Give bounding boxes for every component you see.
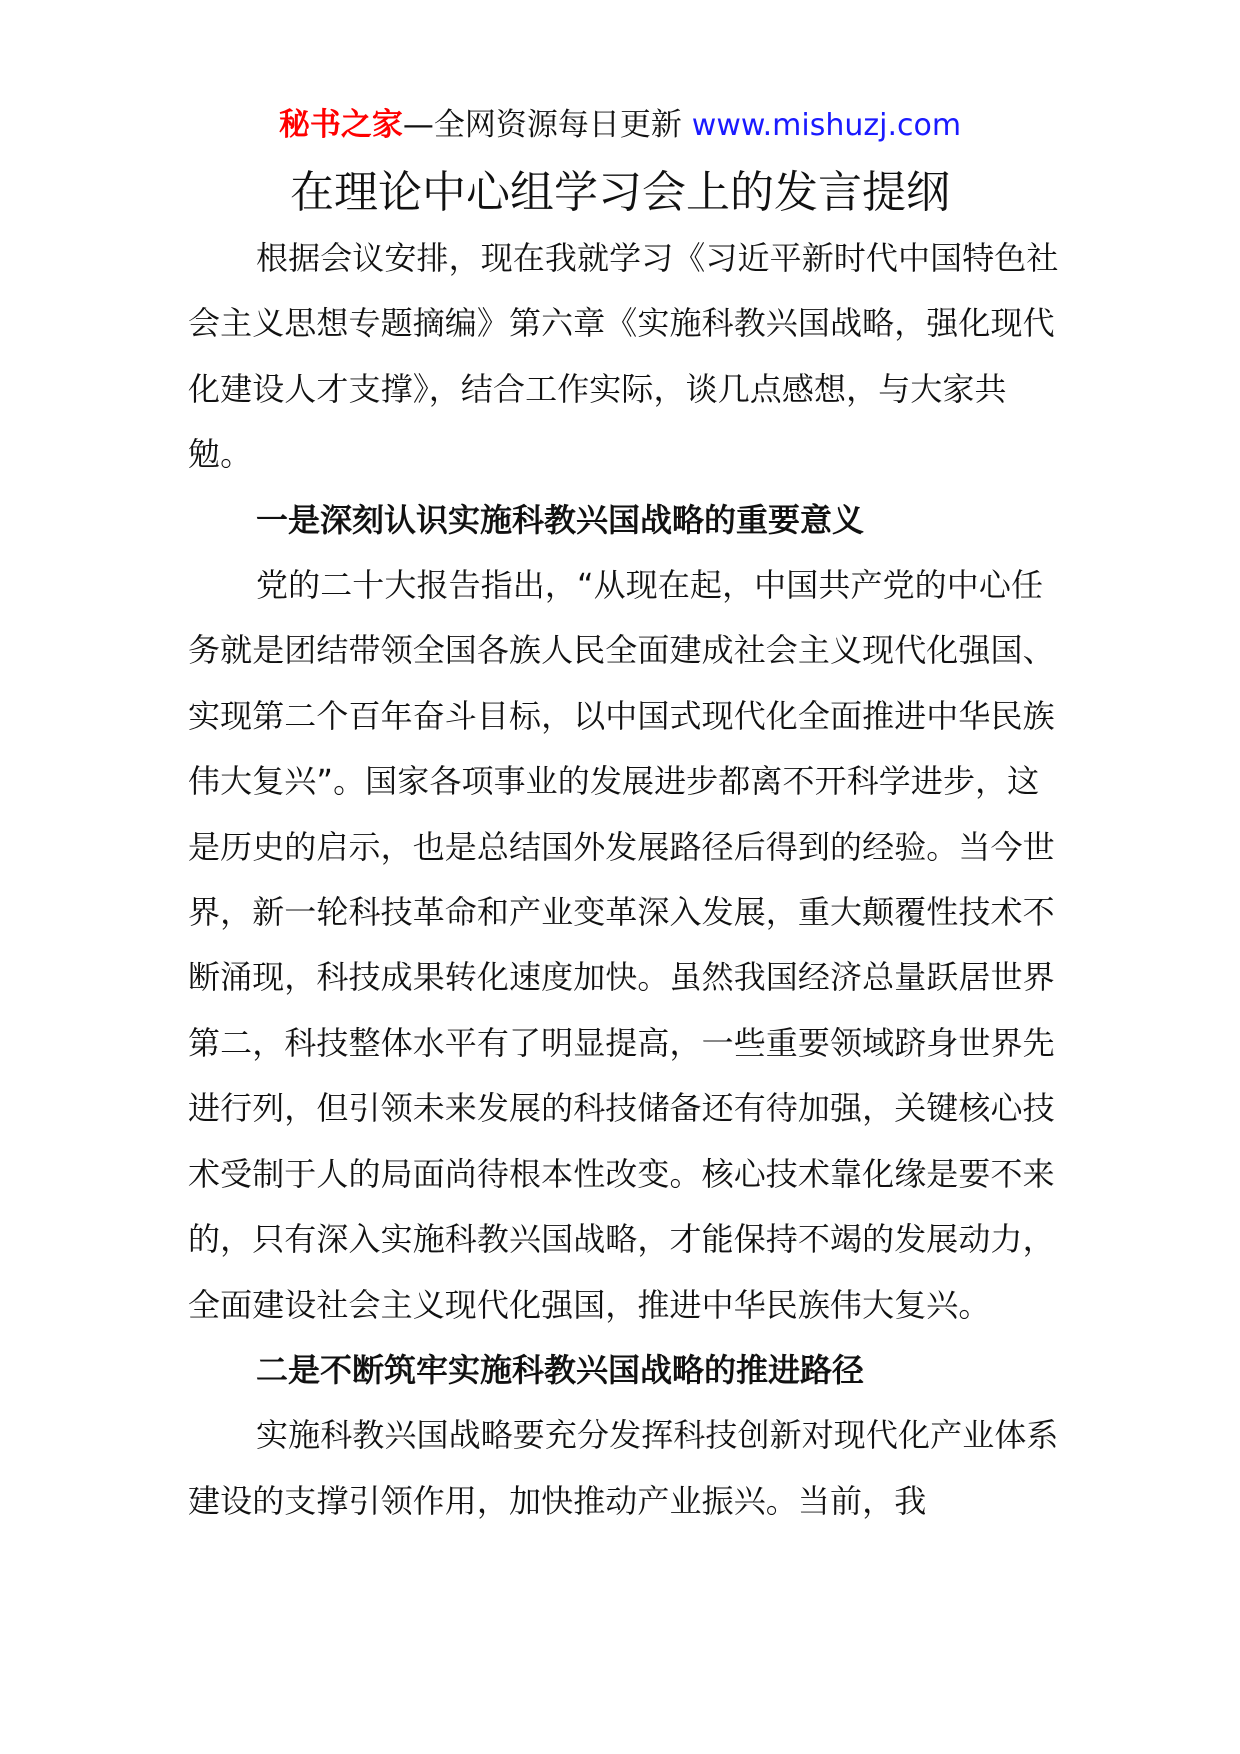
document-title: 在理论中心组学习会上的发言提纲 [290,167,950,218]
section-2-paragraph: 实施科教兴国战略要充分发挥科技创新对现代化产业体系建设的支撑引领作用，加快推动产业振兴。当前，我 [188,1416,1059,1520]
header-tagline: —全网资源每日更新 [402,107,682,143]
section-2-heading: 二是不断筑牢实施科教兴国战略的推进路径 [256,1350,865,1389]
site-url-link[interactable]: www.mishuzj.com [691,108,962,143]
section-1-paragraph: 党的二十大报告指出，“从现在起，中国共产党的中心任务就是团结带领全国各族人民全面建成社会主义现代化强国、实现第二个百年奋斗目标，以中国式现代化全面推进中华民族伟大复兴”。国家各项事业的发展进步都离不开科学进步，这是历史的启示，也是总结国外发展路径后得到的经验。当今世界，新一轮科技革命和产业变革深入发展，重大颠覆性技术不断涌现，科技成果转化速度加快。虽然我国经济总量跃居世界第二，科技整体水平有了明显提高，一些重要领域跻身世界先进行列，但引领未来发展的科技储备还有待加强，关键核心技术受制于人的局面尚待根本性改变。核心技术靠化缘是要不来的，只有深入实施科教兴国战略，才能保持不竭的发展动力，全面建设社会主义现代化强国，推进中华民族伟大复兴。 [188,566,1055,1324]
section-1-heading: 一是深刻认识实施科教兴国战略的重要意义 [256,500,865,539]
document-body [188,226,1064,1534]
brand-name: 秘书之家 [278,107,403,143]
intro-paragraph: 根据会议安排，现在我就学习《习近平新时代中国特色社会主义思想专题摘编》第六章《实施科教兴国战略，强化现代化建设人才支撑》，结合工作实际，谈几点感想，与大家共勉。 [188,239,1059,474]
site-header [0,100,1240,151]
